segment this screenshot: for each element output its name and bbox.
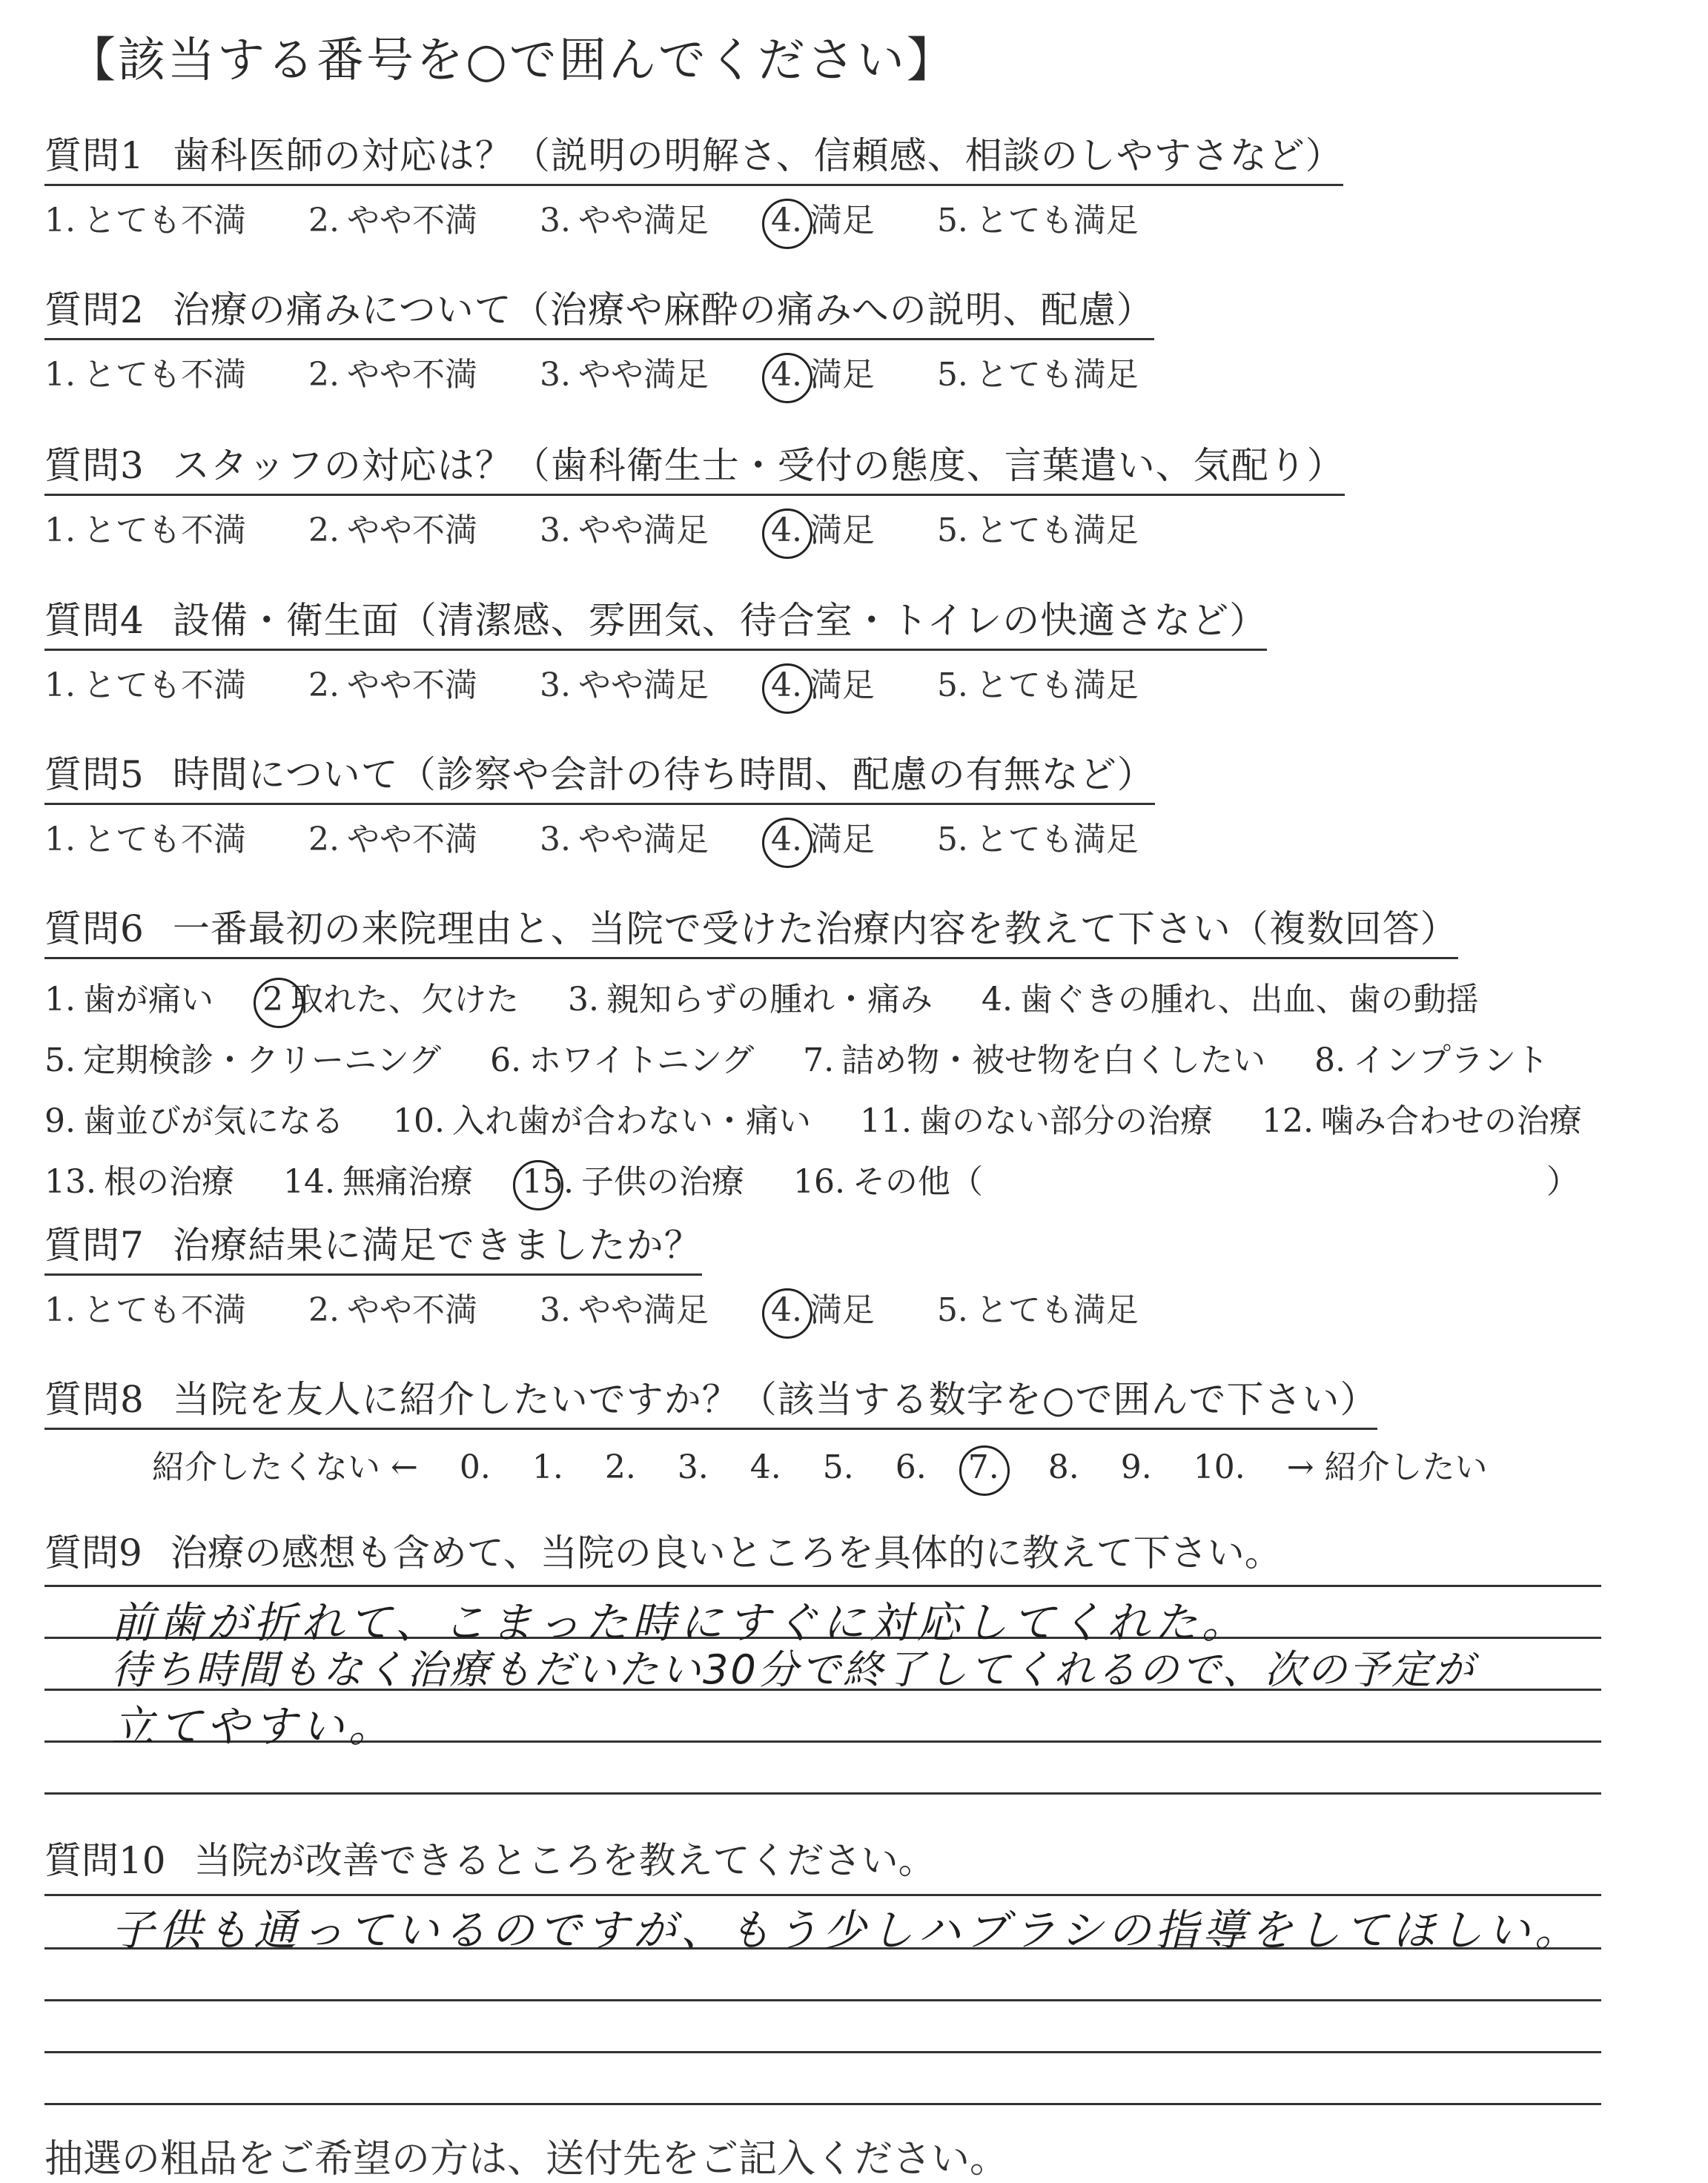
question-heading xyxy=(44,1370,1377,1430)
question-9 xyxy=(44,1523,1668,1577)
option-2[interactable]: 2. やや不満 xyxy=(308,356,477,394)
question-number: 質問1 xyxy=(44,134,145,177)
question-text: 歯科医師の対応は？（説明の明解さ、信頼感、相談のしやすさなど） xyxy=(172,134,1343,177)
question-heading xyxy=(44,1216,702,1276)
treatment-option-6[interactable]: 6. ホワイトニング xyxy=(490,1041,755,1079)
ruled-line xyxy=(44,1999,1601,2001)
question-number: 質問6 xyxy=(44,907,145,950)
option-2[interactable]: 2. やや不満 xyxy=(308,666,477,704)
option-1[interactable]: 1. とても不満 xyxy=(44,356,246,394)
rating-options xyxy=(44,503,1668,551)
ruled-line xyxy=(44,1585,1601,1587)
option-5[interactable]: 5. とても満足 xyxy=(936,821,1139,858)
option-4-circled[interactable]: 4. 満足 xyxy=(770,666,875,704)
scale-9[interactable]: 9. xyxy=(1120,1448,1152,1486)
question-number: 質問8 xyxy=(44,1378,145,1421)
page-title: 【該当する番号を○で囲んでください】 xyxy=(68,33,956,88)
option-1[interactable]: 1. とても不満 xyxy=(44,666,246,704)
treatment-option-11[interactable]: 11. 歯のない部分の治療 xyxy=(859,1102,1213,1140)
treatment-option-7[interactable]: 7. 詰め物・被せ物を白くしたい xyxy=(803,1041,1266,1079)
scale-6[interactable]: 6. xyxy=(895,1448,927,1486)
question-4 xyxy=(44,591,1668,706)
question-heading xyxy=(44,1831,1668,1884)
question-text: 当院が改善できるところを教えてください。 xyxy=(193,1839,936,1882)
recommend-scale xyxy=(44,1440,1668,1488)
question-text: 治療の痛みについて（治療や麻酔の痛みへの説明、配慮） xyxy=(172,288,1154,331)
question-10 xyxy=(44,1831,1668,1884)
option-5[interactable]: 5. とても満足 xyxy=(936,1291,1139,1329)
ruled-line xyxy=(44,1792,1601,1795)
treatment-option-14[interactable]: 14. 無痛治療 xyxy=(282,1163,473,1201)
question-6 xyxy=(44,899,1668,1202)
treatment-option-16[interactable]: 16. その他（ ） xyxy=(792,1163,1579,1201)
treatment-options-row-3 xyxy=(44,1094,1668,1142)
question-number: 質問5 xyxy=(44,753,145,796)
treatment-option-8[interactable]: 8. インプラント xyxy=(1314,1041,1549,1079)
option-1[interactable]: 1. とても不満 xyxy=(44,821,246,858)
option-1[interactable]: 1. とても不満 xyxy=(44,1291,246,1329)
question-number: 質問7 xyxy=(44,1224,145,1267)
rating-options xyxy=(44,812,1668,860)
handwritten-answer-line: 前歯が折れて、こまった時にすぐに対応してくれた。 xyxy=(111,1597,1249,1648)
question-text: 当院を友人に紹介したいですか？（該当する数字を○で囲んで下さい） xyxy=(172,1378,1378,1421)
treatment-options-row-4 xyxy=(44,1155,1668,1202)
ruled-line xyxy=(44,2103,1601,2105)
option-4-circled[interactable]: 4. 満足 xyxy=(770,511,875,549)
treatment-option-1[interactable]: 1. 歯が痛い xyxy=(44,981,214,1018)
treatment-option-12[interactable]: 12. 噛み合わせの治療 xyxy=(1261,1102,1582,1140)
option-3[interactable]: 3. やや満足 xyxy=(539,356,709,394)
answer-area-q9[interactable] xyxy=(44,1579,1601,1809)
bottom-cut-off-text: 抽選の粗品をご希望の方は、送付先をご記入ください。 xyxy=(44,2137,1009,2182)
option-2[interactable]: 2. やや不満 xyxy=(308,1291,477,1329)
question-number: 質問3 xyxy=(44,444,145,487)
treatment-option-5[interactable]: 5. 定期検診・クリーニング xyxy=(44,1041,442,1079)
rating-options xyxy=(44,193,1668,241)
option-2[interactable]: 2. やや不満 xyxy=(308,202,477,239)
rating-options xyxy=(44,1283,1668,1331)
option-4-circled[interactable]: 4. 満足 xyxy=(770,356,875,394)
treatment-options-row-2 xyxy=(44,1033,1668,1081)
question-text: 治療の感想も含めて、当院の良いところを具体的に教えて下さい。 xyxy=(170,1531,1282,1574)
treatment-option-15-circled[interactable]: 15. 子供の治療 xyxy=(521,1163,744,1201)
question-number: 質問4 xyxy=(44,599,145,642)
question-text: スタッフの対応は？（歯科衛生士・受付の態度、言葉遣い、気配り） xyxy=(172,444,1345,487)
treatment-option-13[interactable]: 13. 根の治療 xyxy=(44,1163,234,1201)
question-text: 時間について（診察や会計の待ち時間、配慮の有無など） xyxy=(172,753,1155,796)
scale-8[interactable]: 8. xyxy=(1047,1448,1079,1486)
scale-1[interactable]: 1. xyxy=(532,1448,563,1486)
scale-4[interactable]: 4. xyxy=(749,1448,781,1486)
scale-5[interactable]: 5. xyxy=(822,1448,854,1486)
option-3[interactable]: 3. やや満足 xyxy=(539,666,709,704)
question-heading xyxy=(44,126,1343,186)
scale-left-label: 紹介したくない ← xyxy=(152,1448,418,1486)
scale-right-label: → 紹介したい xyxy=(1286,1448,1488,1486)
treatment-option-9[interactable]: 9. 歯並びが気になる xyxy=(44,1102,344,1140)
option-3[interactable]: 3. やや満足 xyxy=(539,1291,709,1329)
option-2[interactable]: 2. やや不満 xyxy=(308,821,477,858)
question-number: 質問9 xyxy=(44,1531,142,1574)
option-5[interactable]: 5. とても満足 xyxy=(936,202,1139,239)
question-heading xyxy=(44,1523,1668,1577)
scale-2[interactable]: 2. xyxy=(604,1448,636,1486)
scale-10[interactable]: 10. xyxy=(1193,1448,1245,1486)
question-5 xyxy=(44,745,1668,860)
question-3 xyxy=(44,436,1668,551)
question-7 xyxy=(44,1216,1668,1331)
question-heading xyxy=(44,436,1345,496)
question-1 xyxy=(44,126,1668,241)
treatment-option-4[interactable]: 4. 歯ぐきの腫れ、出血、歯の動揺 xyxy=(981,981,1479,1018)
ruled-line xyxy=(44,2051,1601,2053)
question-2 xyxy=(44,280,1668,395)
question-8 xyxy=(44,1370,1668,1488)
answer-area-q10[interactable] xyxy=(44,1894,1601,2116)
question-text: 一番最初の来院理由と、当院で受けた治療内容を教えて下さい（複数回答） xyxy=(172,907,1458,950)
question-number: 質問10 xyxy=(44,1839,166,1882)
question-text: 設備・衛生面（清潔感、雰囲気、待合室・トイレの快適さなど） xyxy=(172,599,1268,642)
question-heading xyxy=(44,745,1155,805)
option-2[interactable]: 2. やや不満 xyxy=(308,511,477,549)
option-4-circled[interactable]: 4. 満足 xyxy=(770,202,875,239)
treatment-option-3[interactable]: 3. 親知らずの腫れ・痛み xyxy=(567,981,933,1018)
question-heading xyxy=(44,899,1458,959)
question-heading xyxy=(44,280,1154,340)
option-3[interactable]: 3. やや満足 xyxy=(539,821,709,858)
question-number: 質問2 xyxy=(44,288,145,331)
question-text: 治療結果に満足できましたか？ xyxy=(172,1224,702,1267)
option-3[interactable]: 3. やや満足 xyxy=(539,511,709,549)
option-1[interactable]: 1. とても不満 xyxy=(44,511,246,549)
option-4-circled[interactable]: 4. 満足 xyxy=(770,821,875,858)
scale-0[interactable]: 0. xyxy=(459,1448,491,1486)
treatment-options-row-1 xyxy=(44,973,1668,1020)
question-heading xyxy=(44,591,1267,651)
scale-3[interactable]: 3. xyxy=(677,1448,709,1486)
handwritten-answer-line: 子供も通っているのですが、もう少しハブラシの指導をしてほしい。 xyxy=(111,1905,1583,1955)
handwritten-answer-line: 立てやすい。 xyxy=(111,1701,397,1752)
option-1[interactable]: 1. とても不満 xyxy=(44,202,246,239)
treatment-option-2-circled[interactable]: 2 取れた、欠けた xyxy=(262,981,519,1018)
option-4-circled[interactable]: 4. 満足 xyxy=(770,1291,875,1329)
rating-options xyxy=(44,658,1668,706)
scale-7-circled[interactable]: 7. xyxy=(967,1448,999,1486)
option-5[interactable]: 5. とても満足 xyxy=(936,666,1139,704)
rating-options xyxy=(44,348,1668,395)
option-5[interactable]: 5. とても満足 xyxy=(936,511,1139,549)
handwritten-answer-line: 待ち時間もなく治療もだいたい30分で終了してくれるので、次の予定が xyxy=(111,1646,1476,1693)
option-5[interactable]: 5. とても満足 xyxy=(936,356,1139,394)
option-3[interactable]: 3. やや満足 xyxy=(539,202,709,239)
treatment-option-10[interactable]: 10. 入れ歯が合わない・痛い xyxy=(392,1102,811,1140)
